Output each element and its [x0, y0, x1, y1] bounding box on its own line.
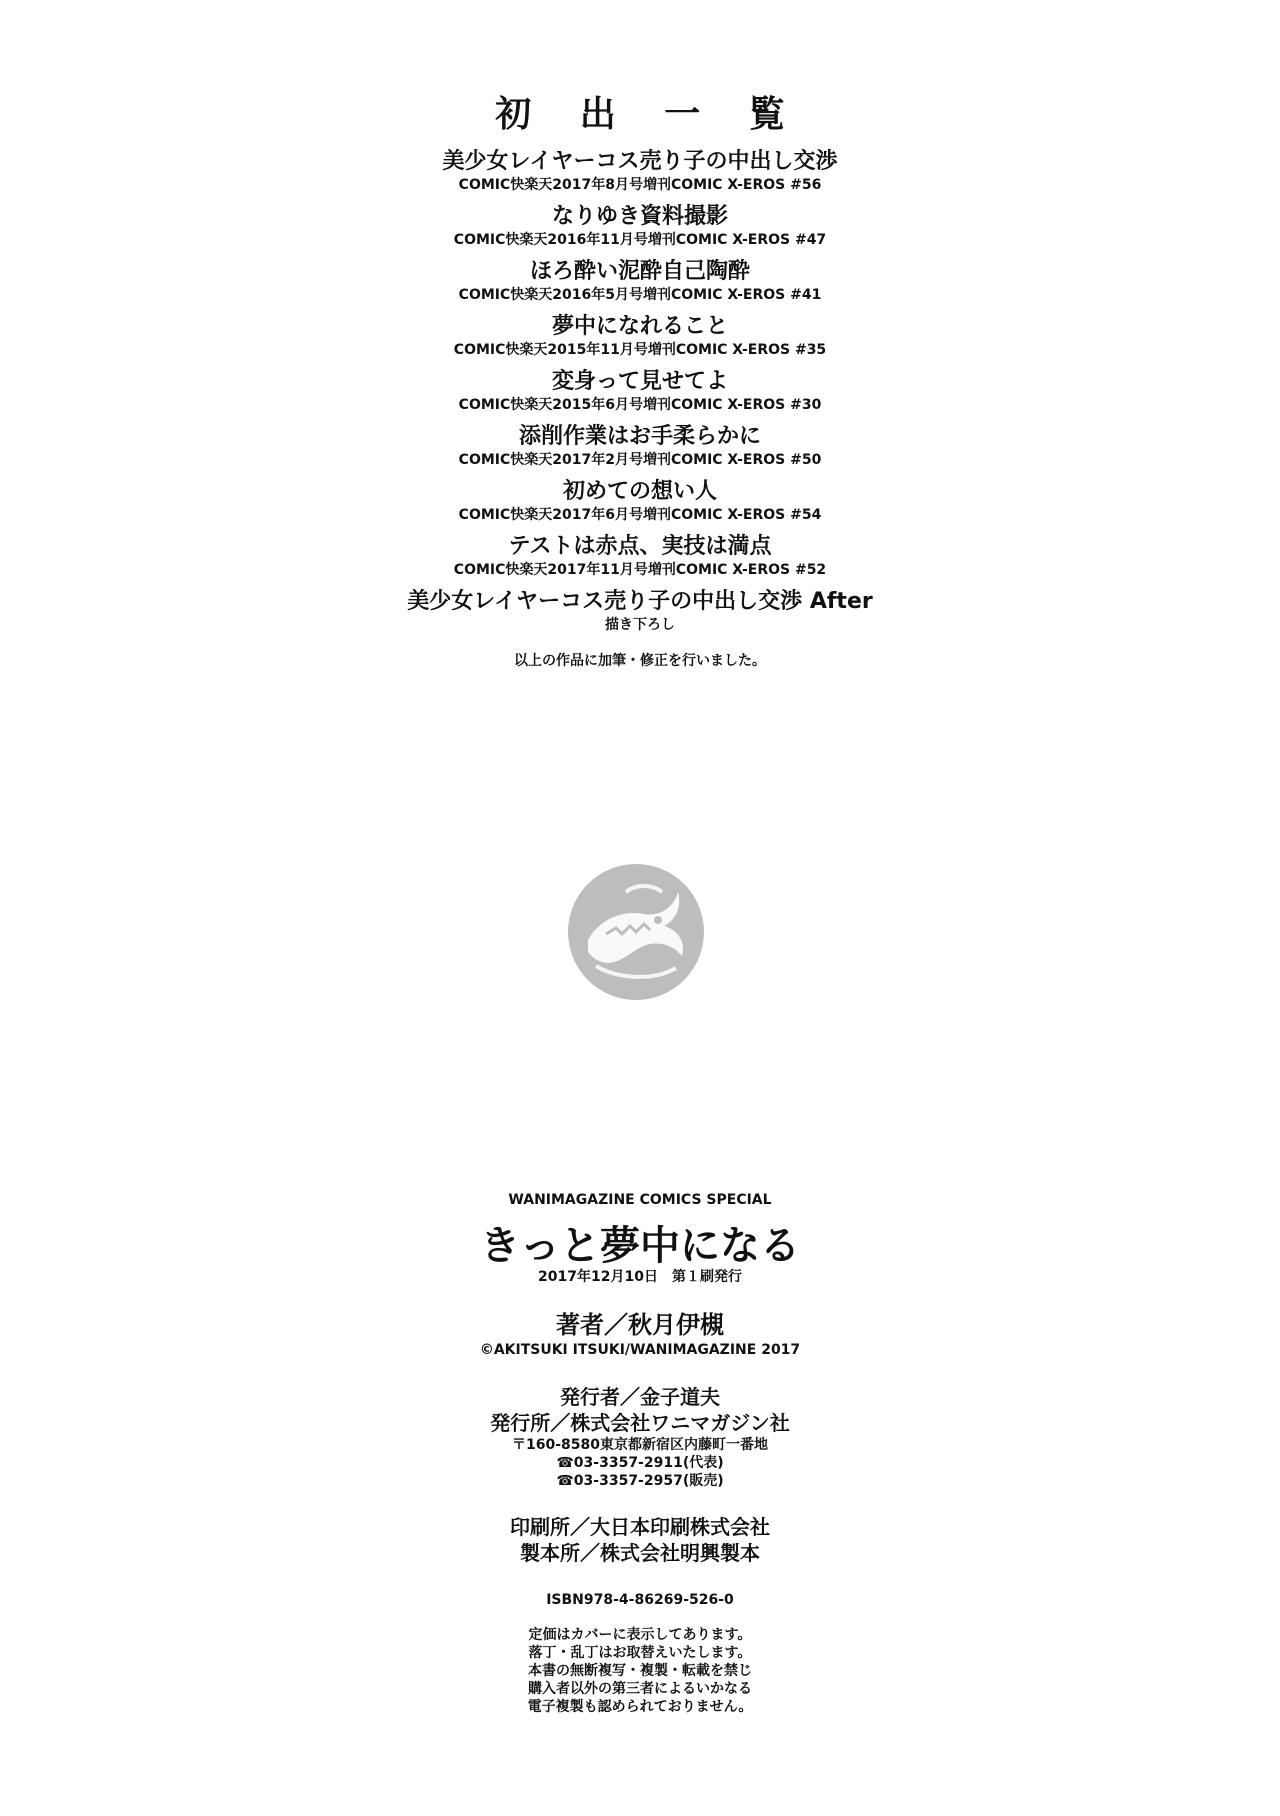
list-item: [0, 423, 1280, 478]
notice-line: 電子複製も認められておりません。: [527, 1699, 753, 1715]
notice-line: 購入者以外の第三者によるいかなる: [528, 1681, 752, 1697]
entry-title: なりゆき資料撮影: [551, 204, 728, 229]
entry-source: COMIC快楽天2016年5月号増刊COMIC X-EROS #41: [458, 287, 822, 303]
list-item: [0, 588, 1280, 643]
entry-source: COMIC快楽天2017年8月号増刊COMIC X-EROS #56: [458, 177, 822, 193]
entry-title: 美少女レイヤーコス売り子の中出し交渉 After: [407, 589, 873, 614]
list-item: [0, 258, 1280, 313]
entry-source: COMIC快楽天2017年6月号増刊COMIC X-EROS #54: [458, 507, 822, 523]
entry-title: 添削作業はお手柔らかに: [518, 424, 761, 449]
list-item: [0, 478, 1280, 533]
book-title: きっと夢中になる: [480, 1223, 800, 1269]
entry-source: 描き下ろし: [605, 617, 675, 633]
series-name: WANIMAGAZINE COMICS SPECIAL: [508, 1192, 772, 1208]
list-item: [0, 203, 1280, 258]
entry-title: 初めての想い人: [562, 479, 717, 504]
list-item: [0, 368, 1280, 423]
crocodile-emblem-icon: [566, 862, 706, 1002]
first-appearance-list: [0, 148, 1280, 643]
copyright: ©AKITSUKI ITSUKI/WANIMAGAZINE 2017: [479, 1342, 801, 1358]
list-item: [0, 313, 1280, 368]
publisher-block: [0, 1384, 1280, 1490]
revision-note: 以上の作品に加筆・修正を行いました。: [514, 653, 766, 669]
entry-title: テストは赤点、実技は満点: [508, 534, 772, 559]
printer: 印刷所／大日本印刷株式会社: [510, 1515, 770, 1539]
notice-line: 本書の無断複写・複製・転載を禁じ: [528, 1663, 752, 1679]
binder: 製本所／株式会社明興製本: [520, 1541, 760, 1565]
list-item: [0, 533, 1280, 588]
phone-main: ☎03-3357-2911(代表): [556, 1455, 724, 1471]
isbn: ISBN978-4-86269-526-0: [546, 1592, 734, 1608]
entry-title: 夢中になれること: [551, 314, 728, 339]
list-item: [0, 148, 1280, 203]
publishing-house: 発行所／株式会社ワニマガジン社: [490, 1411, 790, 1435]
publisher: 発行者／金子道夫: [560, 1385, 720, 1409]
legal-notices: [0, 1626, 1280, 1716]
printer-block: [0, 1514, 1280, 1566]
entry-source: COMIC快楽天2016年11月号増刊COMIC X-EROS #47: [453, 232, 827, 248]
notice-line: 落丁・乱丁はお取替えいたします。: [528, 1645, 752, 1661]
entry-source: COMIC快楽天2015年11月号増刊COMIC X-EROS #35: [453, 342, 827, 358]
phone-sales: ☎03-3357-2957(販売): [556, 1473, 724, 1489]
page-heading: 初 出 一 覧: [495, 94, 803, 135]
entry-source: COMIC快楽天2017年2月号増刊COMIC X-EROS #50: [458, 452, 822, 468]
entry-title: 変身って見せてよ: [551, 369, 728, 394]
entry-title: ほろ酔い泥酔自己陶酔: [529, 259, 750, 284]
publication-date: 2017年12月10日 第１刷発行: [538, 1269, 742, 1285]
author: 著者／秋月伊槻: [556, 1311, 724, 1339]
notice-line: 定価はカバーに表示してあります。: [528, 1627, 752, 1643]
entry-source: COMIC快楽天2015年6月号増刊COMIC X-EROS #30: [458, 397, 822, 413]
address: 〒160-8580東京都新宿区内藤町一番地: [512, 1437, 768, 1453]
entry-source: COMIC快楽天2017年11月号増刊COMIC X-EROS #52: [453, 562, 827, 578]
entry-title: 美少女レイヤーコス売り子の中出し交渉: [442, 149, 838, 174]
